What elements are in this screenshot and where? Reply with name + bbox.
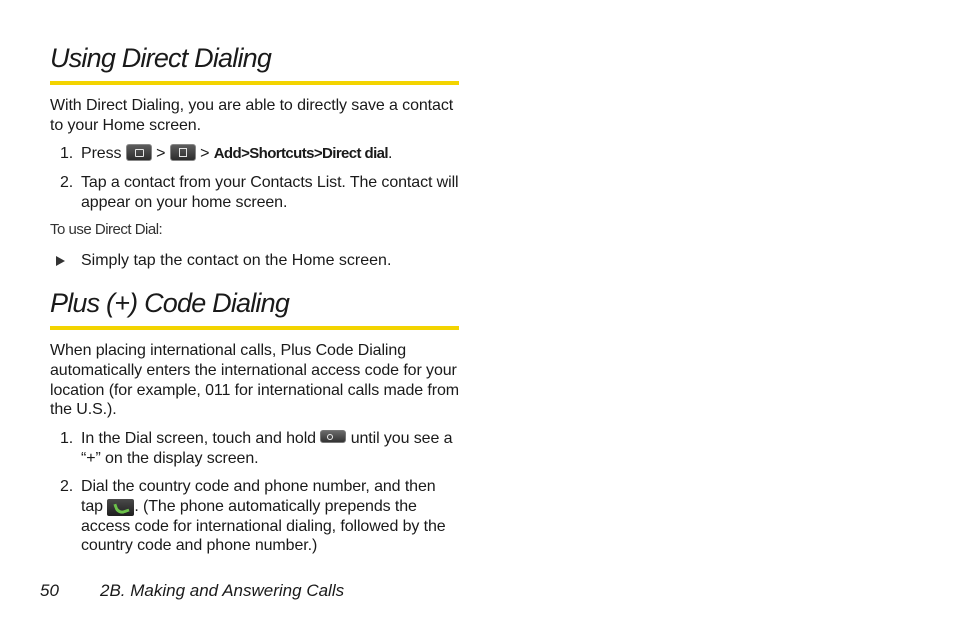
menu-path-shortcuts: Shortcuts bbox=[249, 145, 314, 162]
section-title-direct-dialing: Using Direct Dialing bbox=[50, 43, 272, 73]
plus-code-step-1 bbox=[60, 429, 460, 469]
step-text-before: In the Dial screen, touch and hold bbox=[81, 430, 316, 447]
bullet-text: Simply tap the contact on the Home screen. bbox=[81, 252, 392, 269]
step-number: 1. bbox=[60, 145, 74, 162]
direct-dialing-intro: With Direct Dialing, you are able to directly save a contact to your Home screen. bbox=[50, 97, 454, 134]
direct-dialing-step-1 bbox=[60, 144, 460, 164]
period: . bbox=[387, 145, 393, 162]
gt-separator: > bbox=[200, 145, 210, 162]
gt-separator: > bbox=[313, 145, 323, 162]
zero-plus-key-icon bbox=[320, 430, 346, 443]
menu-key-icon bbox=[170, 144, 196, 161]
bullet-arrow-icon bbox=[56, 256, 65, 266]
menu-path-add: Add bbox=[213, 145, 242, 162]
direct-dial-subheading: To use Direct Dial: bbox=[50, 221, 163, 238]
plus-code-step-2 bbox=[60, 477, 460, 556]
step-text-before: Dial the country code and phone number, and then tap bbox=[81, 478, 436, 515]
direct-dialing-step-2 bbox=[60, 173, 460, 213]
plus-code-intro: When placing international calls, Plus Code Dialing automatically enters the international access code for your location (for example, 011 for international calls made from the U.S.). bbox=[50, 342, 460, 419]
chapter-title: 2B. Making and Answering Calls bbox=[100, 581, 345, 600]
section-rule bbox=[50, 326, 459, 330]
step-text-after: until you see a “+” on the display screen. bbox=[81, 430, 453, 467]
call-icon bbox=[107, 499, 134, 516]
section-title-plus-code-dialing: Plus (+) Code Dialing bbox=[50, 288, 290, 318]
step-text: Tap a contact from your Contacts List. The contact will appear on your home screen. bbox=[81, 174, 459, 211]
gt-separator: > bbox=[156, 145, 166, 162]
home-key-icon bbox=[126, 144, 152, 161]
step-number: 1. bbox=[60, 430, 74, 447]
direct-dial-bullet bbox=[56, 251, 460, 271]
step-number: 2. bbox=[60, 478, 74, 495]
menu-path-direct-dial: Direct dial bbox=[322, 145, 388, 162]
section-rule bbox=[50, 81, 459, 85]
step-number: 2. bbox=[60, 174, 74, 191]
gt-separator: > bbox=[241, 145, 250, 162]
step-text-after: . (The phone automatically prepends the access code for international dialing, followed by the country code and phone number.) bbox=[81, 497, 446, 555]
step-text-press: Press bbox=[81, 145, 122, 162]
page-number: 50 bbox=[40, 581, 59, 600]
